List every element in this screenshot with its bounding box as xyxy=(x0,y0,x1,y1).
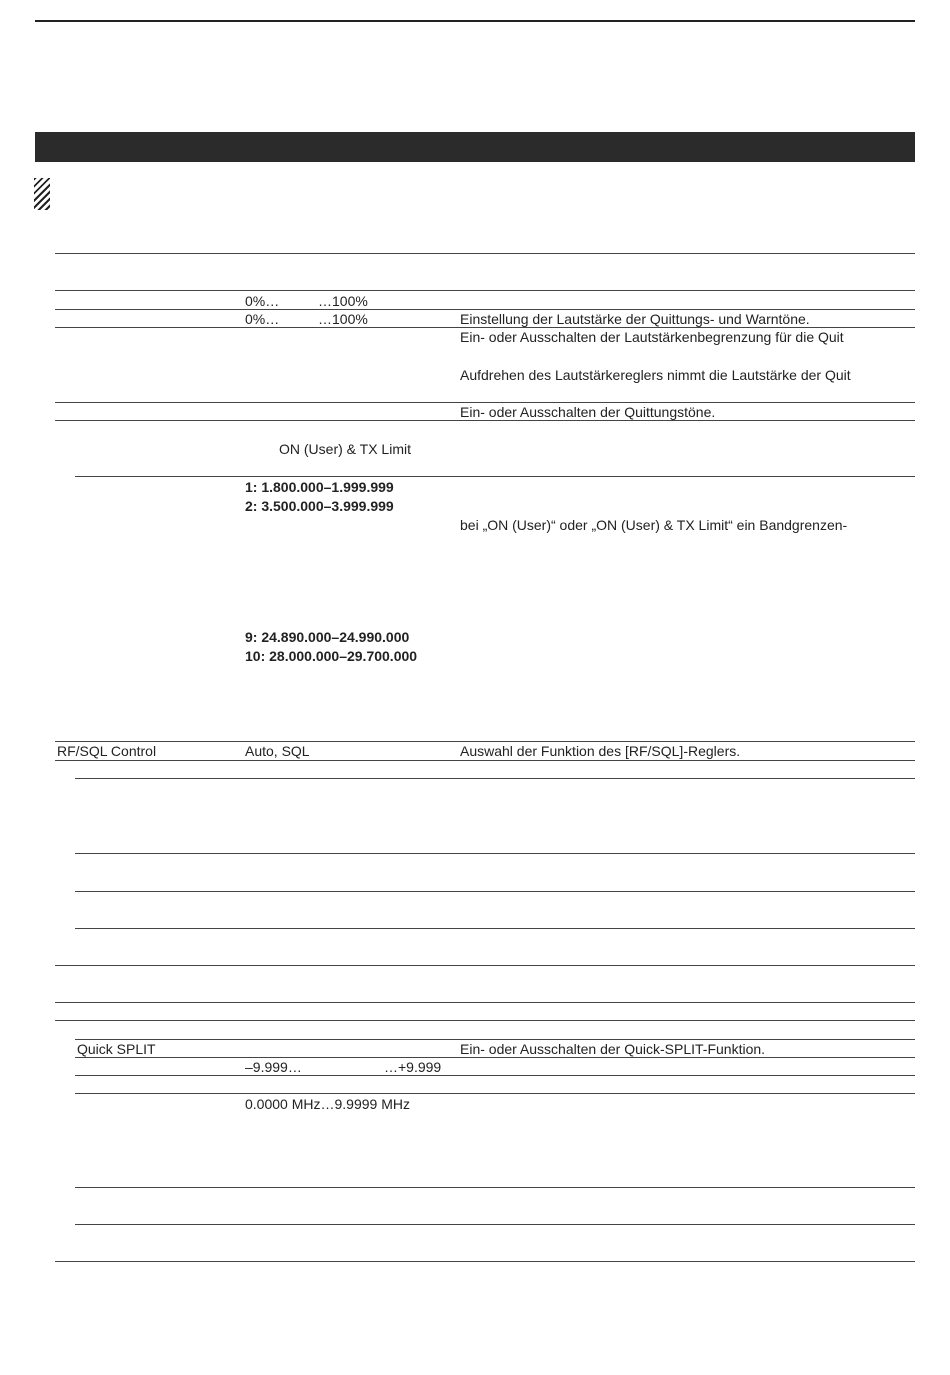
table-rule xyxy=(75,853,915,854)
table-rule xyxy=(75,778,915,779)
top-rule xyxy=(35,20,915,22)
table-rule xyxy=(55,1002,915,1003)
beep-level-description: Einstellung der Lautstärke der Quittungs- und Warntöne. xyxy=(460,311,810,327)
beep-limit-description-note: Aufdrehen des Lautstärkereglers nimmt die Lautstärke der Quit xyxy=(460,367,851,383)
band-edge-option: ON (User) & TX Limit xyxy=(279,441,411,457)
frequency-range: 0.0000 MHz…9.9999 MHz xyxy=(245,1096,410,1112)
confirmation-beep-description: Ein- oder Ausschalten der Quittungstöne. xyxy=(460,404,716,420)
band-edge-range-10: 10: 28.000.000–29.700.000 xyxy=(245,648,418,664)
beep-level-range-end: …100% xyxy=(318,311,368,327)
rfsql-control-options: Auto, SQL xyxy=(245,743,310,759)
table-rule xyxy=(55,253,915,254)
band-edge-range-1: 1: 1.800.000–1.999.999 xyxy=(245,479,394,495)
table-rule xyxy=(75,928,915,929)
table-rule xyxy=(75,1224,915,1225)
quick-split-description: Ein- oder Ausschalten der Quick-SPLIT-Funktion. xyxy=(460,1041,766,1057)
vol-range-start: 0%… xyxy=(245,293,280,309)
table-rule xyxy=(75,891,915,892)
rfsql-control-description: Auswahl der Funktion des [RF/SQL]-Reglers. xyxy=(460,743,741,759)
table-rule xyxy=(55,760,915,761)
beep-level-range-start: 0%… xyxy=(245,311,280,327)
table-rule xyxy=(75,476,915,477)
offset-range-end: …+9.999 xyxy=(384,1059,442,1075)
vol-range-end: …100% xyxy=(318,293,368,309)
beep-limit-description: Ein- oder Ausschalten der Lautstärkenbegrenzung für die Quit xyxy=(460,329,844,345)
section-banner xyxy=(35,132,915,162)
band-edge-range-9: 9: 24.890.000–24.990.000 xyxy=(245,629,410,645)
hatch-icon xyxy=(34,178,50,210)
table-rule xyxy=(55,1261,915,1262)
offset-range-start: –9.999… xyxy=(245,1059,302,1075)
band-edge-range-2: 2: 3.500.000–3.999.999 xyxy=(245,498,394,514)
rfsql-control-label: RF/SQL Control xyxy=(57,743,157,759)
quick-split-label: Quick SPLIT xyxy=(77,1041,156,1057)
table-rule xyxy=(75,1093,915,1094)
table-rule xyxy=(55,1020,915,1021)
table-rule xyxy=(75,1075,915,1076)
table-rule xyxy=(55,965,915,966)
table-rule xyxy=(75,1187,915,1188)
table-rule xyxy=(55,290,915,291)
band-edge-description: bei „ON (User)“ oder „ON (User) & TX Limit“ ein Bandgrenzen- xyxy=(460,517,848,533)
